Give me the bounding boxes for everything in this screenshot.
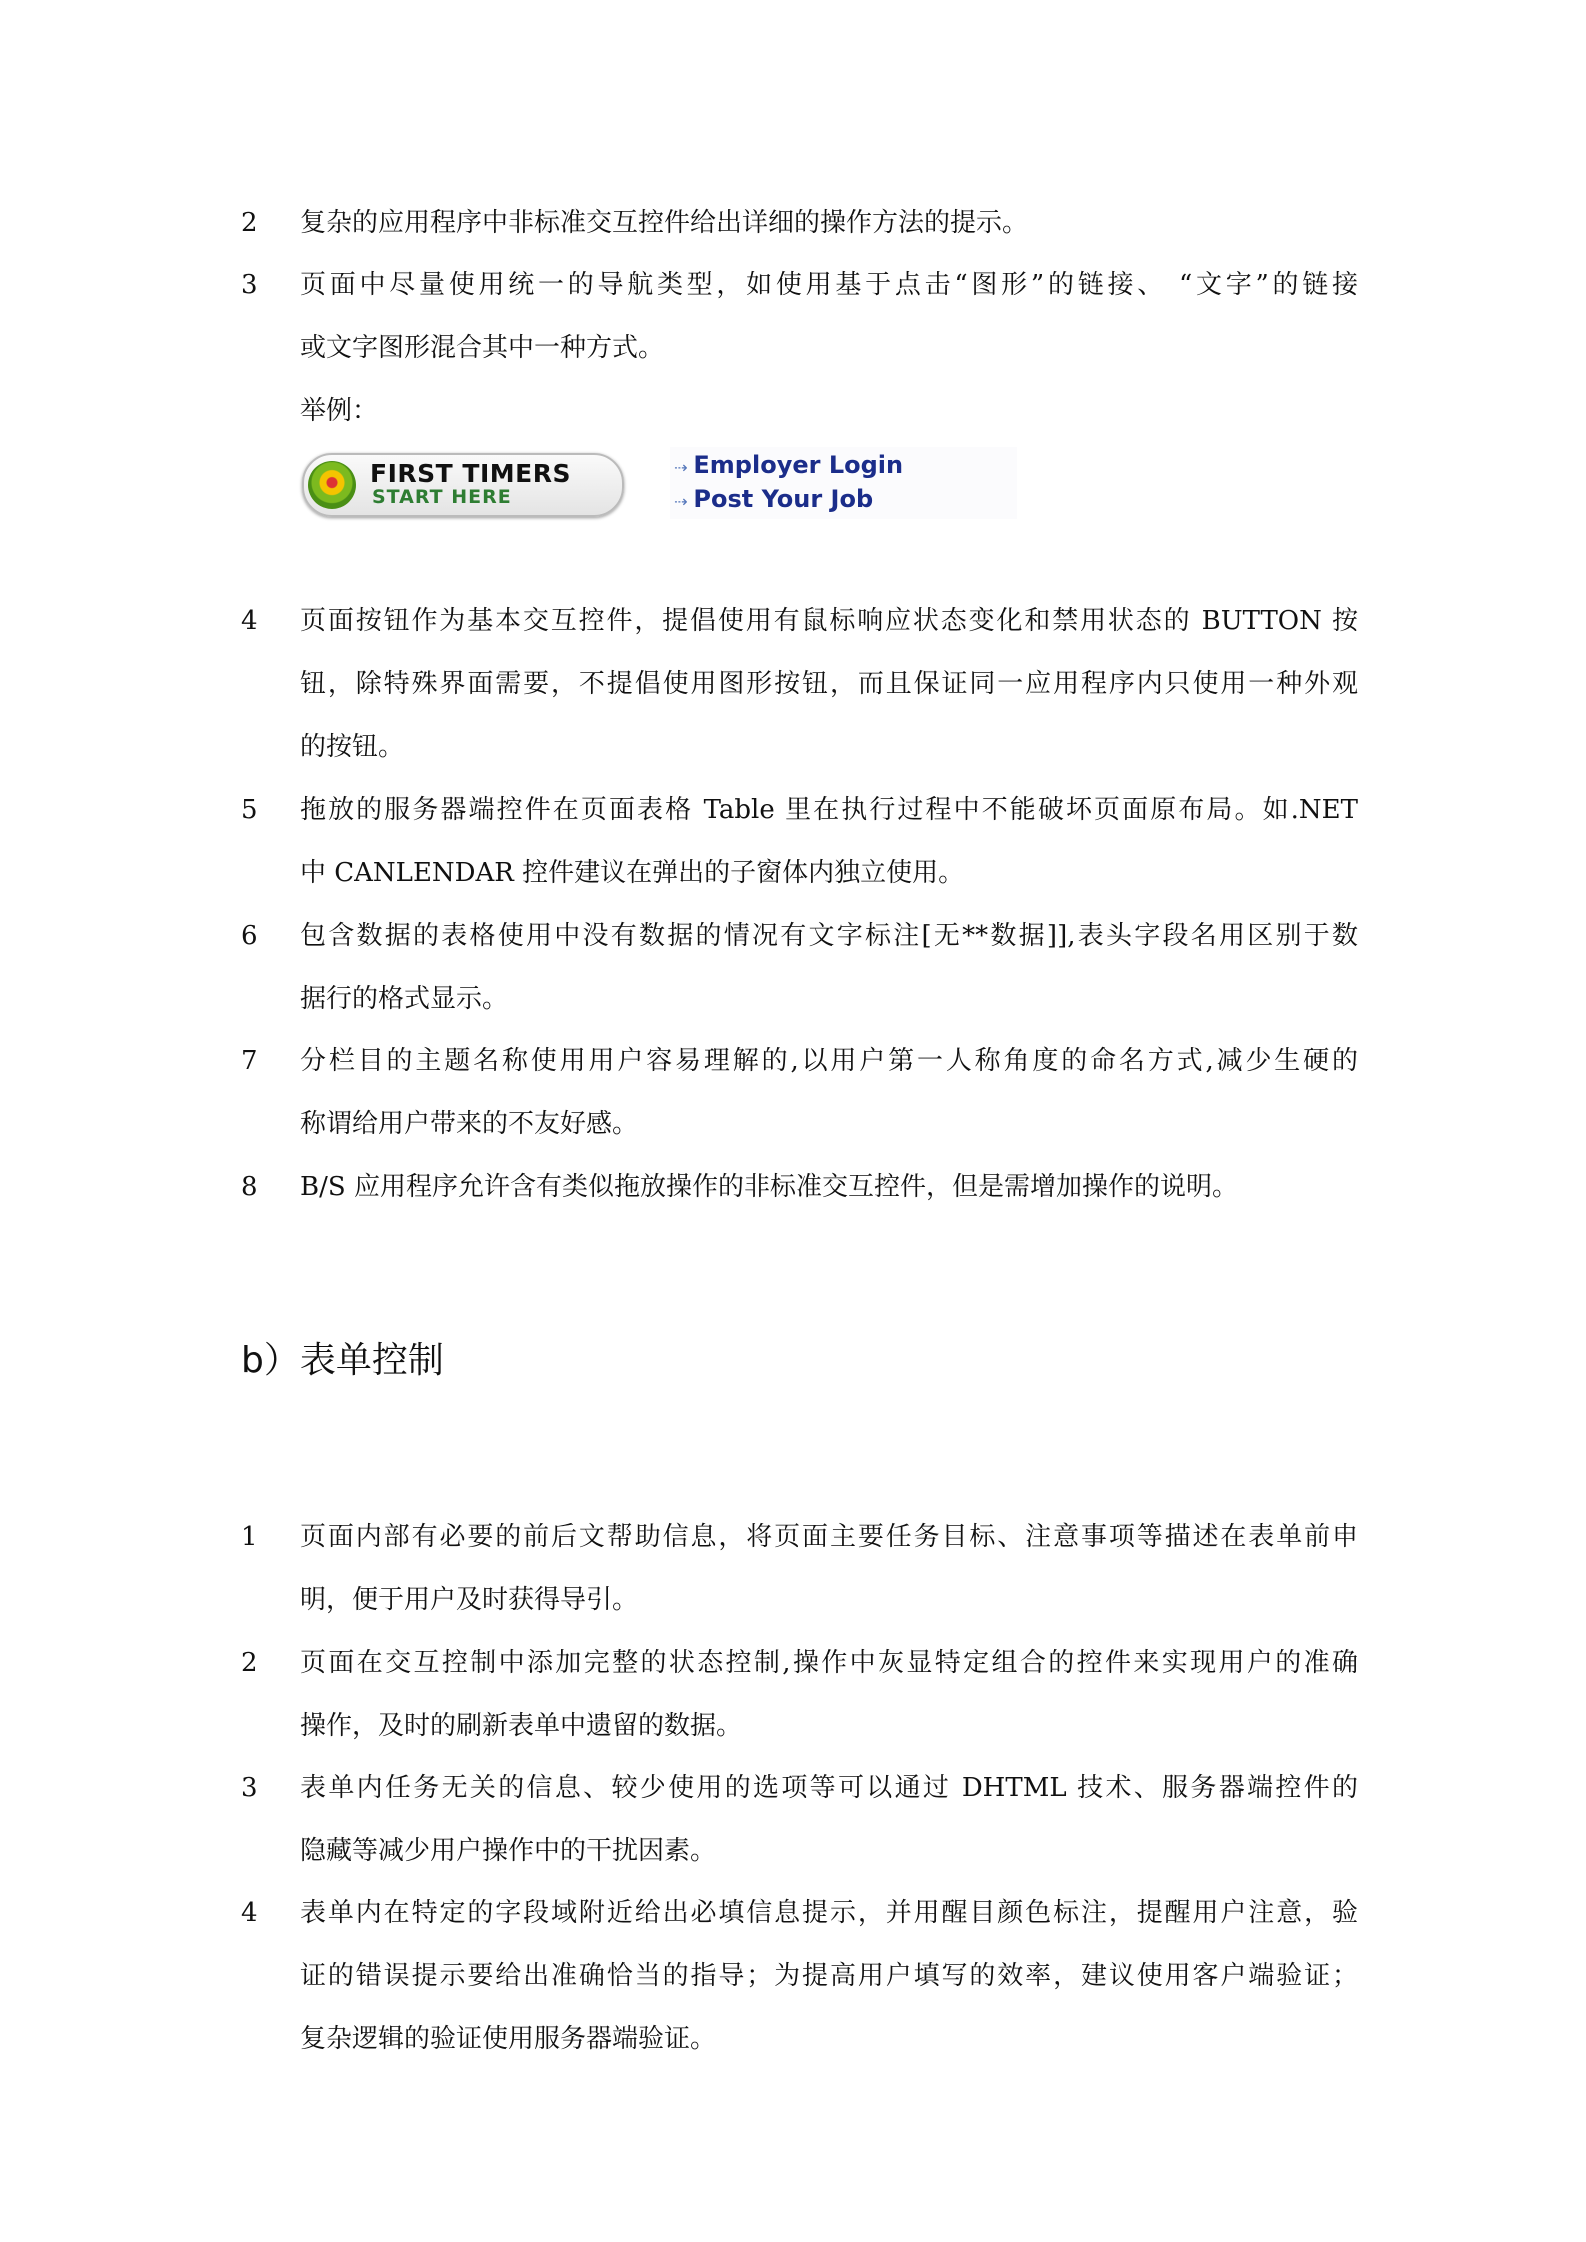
item-number: 5	[241, 795, 258, 825]
post-your-job-link	[674, 485, 873, 513]
item-number: 4	[241, 1898, 258, 1928]
flower-logo-icon	[308, 461, 356, 509]
text-line: 页面中尽量使用统一的导航类型，如使用基于点击“图形”的链接、 “文字”的链接	[300, 270, 1358, 300]
item-number: 3	[241, 270, 258, 300]
text-line: 隐藏等减少用户操作中的干扰因素。	[300, 1836, 717, 1866]
text-line: 中 CANLENDAR 控件建议在弹出的子窗体内独立使用。	[300, 858, 965, 888]
text-line: 或文字图形混合其中一种方式。	[300, 333, 665, 363]
text-line: 据行的格式显示。	[300, 984, 509, 1014]
text-line: 表单内在特定的字段域附近给出必填信息提示，并用醒目颜色标注，提醒用户注意，验	[300, 1898, 1358, 1928]
item-text	[300, 1506, 1358, 1632]
item-number: 7	[241, 1046, 258, 1076]
badge-line1: FIRST TIMERS	[370, 459, 571, 488]
text-line: 拖放的服务器端控件在页面表格 Table 里在执行过程中不能破坏页面原布局。如.NET	[300, 795, 1358, 825]
item-text	[300, 192, 1358, 255]
item-number: 6	[241, 921, 258, 951]
badge-line2: START HERE	[372, 486, 512, 508]
text-links	[670, 447, 1017, 519]
item-number: 3	[241, 1773, 258, 1803]
item-number: 2	[241, 1648, 258, 1678]
item-number: 8	[241, 1172, 258, 1202]
example-label: 举例：	[300, 396, 379, 426]
item-text	[300, 590, 1358, 779]
item-text	[300, 1882, 1358, 2071]
text-line: 钮，除特殊界面需要，不提倡使用图形按钮，而且保证同一应用程序内只使用一种外观	[300, 669, 1358, 699]
item-text	[300, 1757, 1358, 1883]
link-label: Post Your Job	[693, 485, 874, 513]
text-line: 表单内任务无关的信息、较少使用的选项等可以通过 DHTML 技术、服务器端控件的	[300, 1773, 1358, 1803]
arrow-icon: ⇢	[674, 458, 688, 477]
item-text	[300, 779, 1358, 905]
text-line: B/S 应用程序允许含有类似拖放操作的非标准交互控件，但是需增加操作的说明。	[300, 1172, 1238, 1202]
item-text	[300, 254, 1358, 380]
text-line: 的按钮。	[300, 732, 405, 762]
item-text	[300, 1156, 1358, 1219]
text-line: 页面按钮作为基本交互控件，提倡使用有鼠标响应状态变化和禁用状态的 BUTTON 按	[300, 606, 1358, 636]
text-line: 分栏目的主题名称使用用户容易理解的,以用户第一人称角度的命名方式,减少生硬的	[300, 1046, 1358, 1076]
employer-login-link	[674, 451, 903, 479]
text-line: 复杂的应用程序中非标准交互控件给出详细的操作方法的提示。	[300, 208, 1029, 238]
text-line: 称谓给用户带来的不友好感。	[300, 1109, 639, 1139]
text-line: 复杂逻辑的验证使用服务器端验证。	[300, 2024, 717, 2054]
text-line: 页面在交互控制中添加完整的状态控制,操作中灰显特定组合的控件来实现用户的准确	[300, 1648, 1358, 1678]
text-line: 证的错误提示要给出准确恰当的指导；为提高用户填写的效率，建议使用客户端验证；	[300, 1961, 1358, 1991]
item-text	[300, 1030, 1358, 1156]
item-number: 1	[241, 1522, 258, 1552]
text-line: 包含数据的表格使用中没有数据的情况有文字标注[无**数据]],表头字段名用区别于数	[300, 921, 1358, 951]
item-number: 2	[241, 208, 258, 238]
first-timers-button	[302, 453, 624, 517]
example-image	[300, 447, 1017, 519]
section-heading: b）表单控制	[241, 1340, 444, 1381]
text-line: 明，便于用户及时获得导引。	[300, 1585, 639, 1615]
arrow-icon: ⇢	[674, 492, 688, 511]
item-number: 4	[241, 606, 258, 636]
text-line: 操作，及时的刷新表单中遗留的数据。	[300, 1711, 743, 1741]
link-label: Employer Login	[693, 451, 904, 479]
item-text	[300, 1632, 1358, 1758]
item-text	[300, 905, 1358, 1031]
text-line: 页面内部有必要的前后文帮助信息，将页面主要任务目标、注意事项等描述在表单前申	[300, 1522, 1358, 1552]
